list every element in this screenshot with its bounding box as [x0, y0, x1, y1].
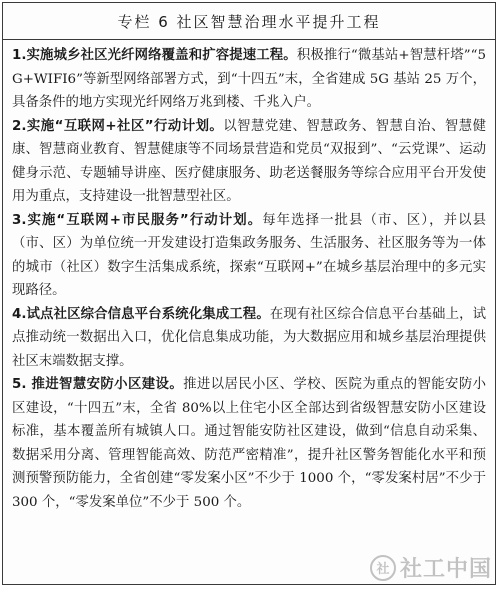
list-item — [12, 44, 486, 115]
item-body: 推进以居民小区、学校、医院为重点的智能安防小区建设，“十四五”末，全省 80%以上住宅小区全部达到省级智慧安防小区建设标准，基本覆盖所有城镇人口。通过智能安防社区建设，做到“信息自动采集、数据采用分离、管理智能高效、防范严密精准”，提升社区警务智能化水平和预测预警预防能力，全省创建“零发案小区”不少于 1000 个，“零发案村居”不少于 300 个，“零发案单位”不少于 500 个。 — [12, 377, 486, 510]
item-body: 每年选择一批县（市、区），并以县（市、区）为单位统一开发建设打造集政务服务、生活服务、社区服务等为一体的城市（社区）数字生活集成系统，探索“互联网+”在城乡基层治理中的多元实现路径。 — [12, 212, 486, 298]
list-item — [12, 303, 486, 374]
column-title: 专栏 6 社区智慧治理水平提升工程 — [3, 3, 495, 40]
list-item — [12, 373, 486, 514]
item-body: 在现有社区综合信息平台基础上，试点推动统一数据出入口，优化信息集成功能，为大数据应用和城乡基层治理提供社区末端数据支撑。 — [12, 306, 486, 369]
watermark-logo-icon: 社 — [370, 555, 396, 581]
item-heading: 3.实施“互联网+市民服务”行动计划。 — [12, 212, 263, 228]
item-heading: 4.试点社区综合信息平台系统化集成工程。 — [12, 306, 270, 322]
watermark-text: 社工中国 — [399, 557, 492, 582]
column-content — [3, 40, 495, 514]
item-heading: 1.实施城乡社区光纤网络覆盖和扩容提速工程。 — [12, 48, 297, 63]
item-body: 以智慧党建、智慧政务、智慧自治、智慧健康、智慧商业教育、智慧健康等不同场景营造和党员“双报到”、“云党课”、运动健身示范、专题辅导讲座、医疗健康服务、助老送餐服务等综合应用平台开发使用为重点，支持建设一批智慧型社区。 — [12, 118, 486, 204]
item-heading: 2.实施“互联网+社区”行动计划。 — [12, 118, 224, 134]
list-item — [12, 115, 486, 209]
list-item — [12, 209, 486, 303]
item-body: 积极推行“微基站+智慧杆塔”“5G+WIFI6”等新型网络部署方式，到“十四五”末，全省建成 5G 基站 25 万个，具备条件的地方实现光纤网络万兆到楼、千兆入户。 — [12, 48, 486, 110]
watermark — [370, 552, 492, 583]
column-box — [2, 2, 496, 585]
item-heading: 5. 推进智慧安防小区建设。 — [12, 377, 184, 392]
